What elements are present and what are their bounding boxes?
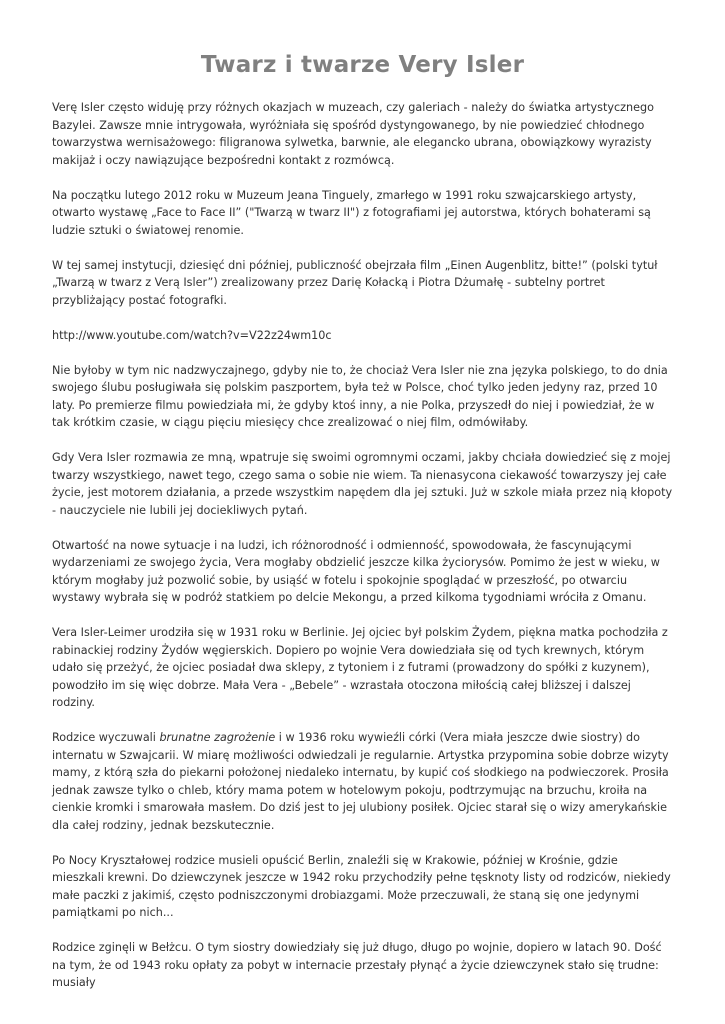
paragraph-8 [52,729,673,834]
video-url[interactable]: http://www.youtube.com/watch?v=V22z24wm10c [52,328,332,342]
paragraph-8-end: i w 1936 roku wywieźli córki (Vera miała jeszcze dwie siostry) do internatu w Szwajcarii. W miarę możliwości odwiedzali je regularnie. Artystka przypomina sobie dobrze wizyty mamy, z którą szła do piekarni położonej niedaleko internatu, by kupić coś słodkiego na podwieczorek. Prosiła jednak zawsze tylko o chleb, który mama potem w hotelowym pokoju, podtrzymując na brzuchu, kroiła na cienkie kromki i smarowała masłem. Do dziś jest to jej ulubiony posiłek. Ojciec starał się o wizy amerykańskie dla całej rodziny, jednak bezskutecznie. [52,731,669,832]
article-body [52,99,673,992]
paragraph-7: Vera Isler-Leimer urodziła się w 1931 roku w Berlinie. Jej ojciec był polskim Żydem, piękna matka pochodziła z rabinackiej rodziny Żydów węgierskich. Dopiero po wojnie Vera dowiedziała się od tych krewnych, którym udało się przeżyć, że ojciec posiadał dwa sklepy, z tytoniem i z futrami (prowadzony do spółki z kuzynem), powodziło im się więc dobrze. Mała Vera - „Bebele” - wzrastała otoczona miłością całej bliższej i dalszej rodziny. [52,626,668,709]
paragraph-5: Gdy Vera Isler rozmawia ze mną, wpatruje się swoimi ogromnymi oczami, jakby chciała dowiedzieć się z mojej twarzy wszystkiego, nawet tego, czego sama o sobie nie wiem. Ta nienasycona ciekawość towarzyszy jej całe życie, jest motorem działania, a przede wszystkim napędem dla jej sztuki. Już w szkole miała przez nią kłopoty - nauczyciele nie lubili jej dociekliwych pytań. [52,451,673,517]
paragraph-8-start: Rodzice wyczuwali [52,731,160,744]
paragraph-8-italic: brunatne zagrożenie [159,731,276,744]
paragraph-10: Rodzice zginęli w Bełżcu. O tym siostry dowiedziały się już długo, długo po wojnie, dopiero w latach 90. Dość na tym, że od 1943 roku opłaty za pobyt w internacie przestały płynąć a życie dziewczynek stało się trudne: musiały [52,941,662,989]
article-title: Twarz i twarze Very Isler [200,52,525,78]
paragraph-3: W tej samej instytucji, dziesięć dni później, publiczność obejrzała film „Einen Augenblitz, bitte!” (polski tytuł „Twarzą w twarz z Verą Isler”) zrealizowany przez Darię Kołacką i Piotra Dżumałę - subtelny portret przybliżający postać fotografki. [52,258,658,307]
paragraph-9: Po Nocy Kryształowej rodzice musieli opuścić Berlin, znaleźli się w Krakowie, później w Krośnie, gdzie mieszkali krewni. Do dziewczynek jeszcze w 1942 roku przychodziły pełne tęsknoty listy od rodziców, niekiedy małe paczki z jakimiś, często podniszczonymi drobiazgami. Może przeczuwali, że staną się one jedynymi pamiątkami po nich... [52,853,671,919]
paragraph-4: Nie byłoby w tym nic nadzwyczajnego, gdyby nie to, że chociaż Vera Isler nie zna języka polskiego, to do dnia swojego ślubu posługiwała się polskim paszportem, była też w Polsce, choć tylko jeden jedyny raz, przed 10 laty. Po premierze filmu powiedziała mi, że gdyby ktoś inny, a nie Polka, przyszedł do niej i powiedział, że w tak krótkim czasie, w ciągu pięciu miesięcy chce zrealizować o niej film, odmówiłaby. [52,363,668,429]
paragraph-2: Na początku lutego 2012 roku w Muzeum Jeana Tinguely, zmarłego w 1991 roku szwajcarskiego artysty, otwarto wystawę „Face to Face II” ("Twarzą w twarz II") z fotografiami jej autorstwa, których bohaterami są ludzie sztuki o światowej renomie. [52,188,651,237]
paragraph-1: Verę Isler często widuję przy różnych okazjach w muzeach, czy galeriach - należy do światka artystycznego Bazylei. Zawsze mnie intrygowała, wyróżniała się spośród dystyngowanego, by nie powiedzieć chłodnego towarzystwa wernisażowego: filigranowa sylwetka, barwnie, ale elegancko ubrana, obowiązkowy wyrazisty makijaż i oczy nawiązujące bezpośredni kontakt z rozmówcą. [52,101,654,167]
paragraph-6: Otwartość na nowe sytuacje i na ludzi, ich różnorodność i odmienność, spowodowała, że fascynującymi wydarzeniami ze swojego życia, Vera mogłaby obdzielić jeszcze kilka życiorysów. Pomimo że jest w wieku, w którym mogłaby już pozwolić sobie, by usiąść w fotelu i spokojnie spoglądać w przeszłość, po otwarciu wystawy wybrała się w podróż statkiem po delcie Mekongu, a przed kilkoma tygodniami wróciła z Omanu. [52,538,660,604]
